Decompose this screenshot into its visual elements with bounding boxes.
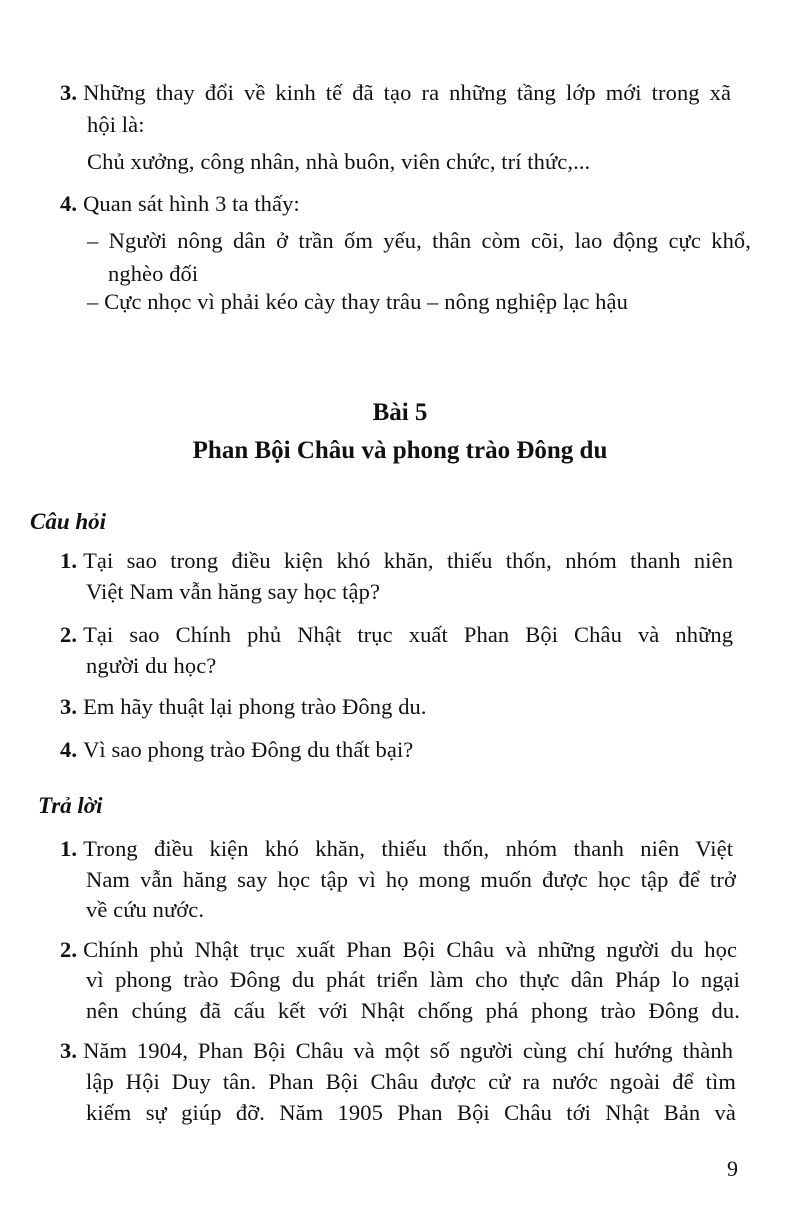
question-3-number: 3. [60, 694, 78, 719]
lesson-title: Phan Bội Châu và phong trào Đông du [192, 437, 608, 464]
question-3: 3. Em hãy thuật lại phong trào Đông du. [60, 694, 427, 719]
prev-item-3-line-3: Chủ xưởng, công nhân, nhà buôn, viên chức, trí thức,... [87, 149, 591, 174]
answer-3-line-1: 3. Năm 1904, Phan Bội Châu và một số người cùng chí hướng thành [60, 1038, 734, 1063]
question-2-line-1: 2. Tại sao Chính phủ Nhật trục xuất Phan Bội Châu và những [60, 622, 734, 647]
prev-item-4-bullet-1-cont: nghèo đối [108, 261, 199, 286]
prev-item-4-intro: 4. Quan sát hình 3 ta thấy: [60, 191, 300, 216]
lesson-number: Bài 5 [372, 399, 428, 426]
page-number: 9 [727, 1156, 738, 1181]
question-4: 4. Vì sao phong trào Đông du thất bại? [60, 737, 414, 762]
prev-item-4-bullet-2: – Cực nhọc vì phải kéo cày thay trâu – nông nghiệp lạc hậu [87, 289, 628, 314]
questions-label: Câu hỏi [30, 509, 107, 534]
question-2-number: 2. [60, 622, 78, 647]
answer-2-line-2: vì phong trào Đông du phát triển làm cho thực dân Pháp lo ngại [86, 967, 740, 992]
prev-item-3-number: 3. [60, 80, 78, 105]
answer-3-number: 3. [60, 1038, 78, 1063]
answers-label: Trả lời [38, 793, 103, 818]
answer-2-line-1: 2. Chính phủ Nhật trục xuất Phan Bội Châu và những người du học [60, 937, 738, 962]
answer-1-line-2: Nam vẫn hăng say học tập vì họ mong muốn được học tập để trở [86, 867, 736, 892]
answer-2-number: 2. [60, 937, 78, 962]
question-4-number: 4. [60, 737, 78, 762]
answer-3-line-3: kiếm sự giúp đỡ. Năm 1905 Phan Bội Châu tới Nhật Bản và [86, 1100, 736, 1125]
answer-3-line-2: lập Hội Duy tân. Phan Bội Châu được cử ra nước ngoài để tìm [86, 1069, 736, 1094]
question-1-number: 1. [60, 548, 78, 573]
answer-1-line-1: 1. Trong điều kiện khó khăn, thiếu thốn, nhóm thanh niên Việt [60, 836, 734, 861]
question-1-line-2: Việt Nam vẫn hăng say học tập? [86, 579, 381, 604]
question-1-line-1: 1. Tại sao trong điều kiện khó khăn, thiếu thốn, nhóm thanh niên [60, 548, 734, 573]
answer-1-line-3: về cứu nước. [86, 897, 205, 922]
prev-item-4-bullet-1: – Người nông dân ở trần ốm yếu, thân còm cõi, lao động cực khổ, [87, 228, 751, 253]
prev-item-3-line-1: 3. Những thay đổi về kinh tế đã tạo ra những tầng lớp mới trong xã [60, 80, 732, 105]
question-2-line-2: người du học? [86, 653, 217, 678]
answer-2-line-3: nên chúng đã cấu kết với Nhật chống phá phong trào Đông du. [86, 998, 740, 1023]
answer-1-number: 1. [60, 836, 78, 861]
prev-item-4-number: 4. [60, 191, 78, 216]
prev-item-3-line-2: hội là: [87, 112, 145, 137]
